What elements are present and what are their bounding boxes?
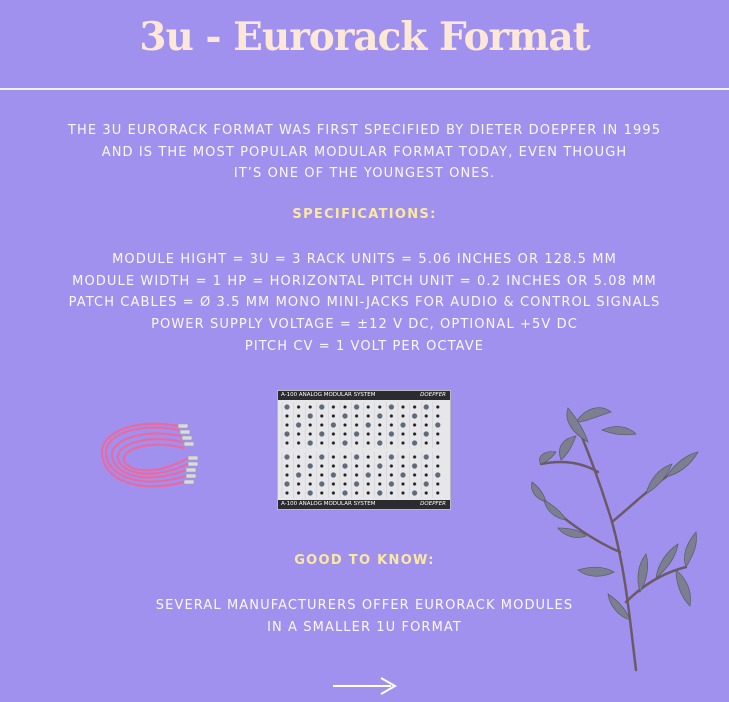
panel-system: ANALOG MODULAR SYSTEM bbox=[298, 501, 376, 507]
panel-jack bbox=[297, 482, 300, 485]
panel-knob bbox=[377, 490, 382, 495]
panel-model: A-100 bbox=[281, 501, 298, 507]
panel-knob bbox=[424, 404, 429, 409]
panel-knob bbox=[389, 454, 394, 459]
panel-jack bbox=[401, 491, 404, 494]
panel-jack bbox=[285, 414, 288, 417]
panel-jack bbox=[367, 405, 370, 408]
panel-jack bbox=[309, 432, 312, 435]
panel-knob bbox=[435, 422, 440, 427]
panel-system: ANALOG MODULAR SYSTEM bbox=[298, 392, 376, 398]
panel-jack bbox=[343, 432, 346, 435]
panel-jack bbox=[309, 473, 312, 476]
specifications-list bbox=[0, 249, 729, 358]
panel-jack bbox=[401, 441, 404, 444]
panel-jack bbox=[332, 455, 335, 458]
panel-jack bbox=[413, 432, 416, 435]
panel-knob bbox=[284, 404, 289, 409]
panel-label-bottom bbox=[278, 500, 450, 509]
panel-knob bbox=[412, 413, 417, 418]
panel-jack bbox=[332, 464, 335, 467]
panel-jack bbox=[436, 491, 439, 494]
intro-line: AND IS THE MOST POPULAR MODULAR FORMAT TODAY, EVEN THOUGH bbox=[101, 144, 628, 160]
panel-jack bbox=[355, 441, 358, 444]
panel-jack bbox=[390, 464, 393, 467]
panel-jack bbox=[367, 482, 370, 485]
spec-line: POWER SUPPLY VOLTAGE = ±12 V DC, OPTIONAL +5V DC bbox=[151, 317, 578, 333]
good-to-know-paragraph bbox=[0, 595, 729, 638]
panel-jack bbox=[436, 441, 439, 444]
panel-jack bbox=[320, 414, 323, 417]
panel-jack bbox=[343, 473, 346, 476]
panel-knob bbox=[412, 490, 417, 495]
panel-knob bbox=[342, 413, 347, 418]
panel-jack bbox=[309, 405, 312, 408]
panel-jack bbox=[332, 405, 335, 408]
panel-jack bbox=[320, 473, 323, 476]
panel-knob bbox=[400, 472, 405, 477]
panel-knob bbox=[296, 472, 301, 477]
panel-jack bbox=[297, 432, 300, 435]
panel-model: A-100 bbox=[281, 392, 298, 398]
panel-jack bbox=[297, 491, 300, 494]
panel-knob bbox=[354, 431, 359, 436]
intro-paragraph bbox=[0, 120, 729, 185]
panel-jack bbox=[355, 491, 358, 494]
modular-synth-panel-image bbox=[277, 390, 451, 510]
panel-knob bbox=[284, 454, 289, 459]
panel-knob bbox=[424, 481, 429, 486]
spec-line: MODULE HIGHT = 3U = 3 RACK UNITS = 5.06 INCHES OR 128.5 MM bbox=[112, 252, 617, 267]
panel-jack bbox=[309, 482, 312, 485]
panel-jack bbox=[355, 414, 358, 417]
panel-jack bbox=[320, 464, 323, 467]
panel-knob bbox=[284, 431, 289, 436]
panel-jack bbox=[436, 464, 439, 467]
panel-jack bbox=[285, 441, 288, 444]
panel-jack bbox=[413, 473, 416, 476]
panel-knob bbox=[366, 472, 371, 477]
panel-knob bbox=[342, 463, 347, 468]
panel-jack bbox=[413, 405, 416, 408]
panel-knob bbox=[377, 413, 382, 418]
panel-knob bbox=[366, 422, 371, 427]
panel-jack bbox=[390, 414, 393, 417]
panel-jack bbox=[320, 441, 323, 444]
panel-jack bbox=[378, 432, 381, 435]
panel-knob bbox=[319, 431, 324, 436]
panel-jack bbox=[390, 491, 393, 494]
panel-knob bbox=[308, 490, 313, 495]
panel-jack bbox=[390, 423, 393, 426]
panel-knob bbox=[319, 454, 324, 459]
panel-jack bbox=[378, 455, 381, 458]
panel-knob bbox=[319, 404, 324, 409]
panel-jack bbox=[425, 491, 428, 494]
panel-knob bbox=[377, 463, 382, 468]
panel-jack bbox=[332, 432, 335, 435]
panel-jack bbox=[309, 423, 312, 426]
intro-line: THE 3U EURORACK FORMAT WAS FIRST SPECIFIED BY DIETER DOEPFER IN 1995 bbox=[67, 123, 662, 138]
panel-knob bbox=[400, 422, 405, 427]
panel-knob bbox=[412, 463, 417, 468]
panel-jack bbox=[390, 441, 393, 444]
panel-jack bbox=[285, 464, 288, 467]
panel-brand: DOEPFER bbox=[420, 501, 446, 507]
panel-brand: DOEPFER bbox=[420, 392, 446, 398]
panel-jack bbox=[378, 405, 381, 408]
panel-jack bbox=[401, 482, 404, 485]
panel-jack bbox=[320, 491, 323, 494]
panel-knob bbox=[424, 431, 429, 436]
panel-knob bbox=[308, 440, 313, 445]
spec-line: PITCH CV = 1 VOLT PER OCTAVE bbox=[244, 338, 485, 354]
panel-jack bbox=[378, 482, 381, 485]
panel-jack bbox=[425, 473, 428, 476]
panel-jack bbox=[401, 432, 404, 435]
panel-jack bbox=[436, 414, 439, 417]
panel-knob bbox=[354, 454, 359, 459]
panel-jack bbox=[390, 473, 393, 476]
panel-jack bbox=[355, 423, 358, 426]
panel-jack bbox=[425, 423, 428, 426]
panel-knob bbox=[389, 481, 394, 486]
panel-jack bbox=[367, 464, 370, 467]
panel-jack bbox=[332, 482, 335, 485]
panel-knob bbox=[308, 413, 313, 418]
panel-jack bbox=[425, 464, 428, 467]
panel-jack bbox=[401, 455, 404, 458]
panel-label-top bbox=[278, 391, 450, 400]
panel-jack bbox=[309, 455, 312, 458]
intro-line: IT’S ONE OF THE YOUNGEST ONES. bbox=[233, 166, 496, 182]
panel-knob bbox=[331, 472, 336, 477]
panel-jack bbox=[297, 405, 300, 408]
panel-jack bbox=[343, 455, 346, 458]
panel-jack bbox=[355, 464, 358, 467]
panel-jack bbox=[401, 464, 404, 467]
panel-jack bbox=[401, 405, 404, 408]
good-to-know-line: SEVERAL MANUFACTURERS OFFER EURORACK MODULES bbox=[155, 598, 574, 613]
spec-line: PATCH CABLES = Ø 3.5 MM MONO MINI-JACKS FOR AUDIO & CONTROL SIGNALS bbox=[68, 295, 661, 311]
panel-jack bbox=[413, 455, 416, 458]
panel-jack bbox=[436, 405, 439, 408]
panel-jack bbox=[285, 423, 288, 426]
panel-knob bbox=[296, 422, 301, 427]
good-to-know-line: IN A SMALLER 1U FORMAT bbox=[267, 619, 462, 635]
panel-jack bbox=[343, 405, 346, 408]
panel-jack bbox=[413, 423, 416, 426]
panel-jack bbox=[425, 441, 428, 444]
panel-jack bbox=[436, 455, 439, 458]
panel-jack bbox=[332, 491, 335, 494]
panel-jack bbox=[332, 441, 335, 444]
panel-jack bbox=[285, 473, 288, 476]
panel-knob bbox=[377, 440, 382, 445]
panel-jack bbox=[378, 473, 381, 476]
panel-knob bbox=[342, 440, 347, 445]
panel-jack bbox=[297, 414, 300, 417]
panel-jack bbox=[367, 414, 370, 417]
panel-knob bbox=[319, 481, 324, 486]
panel-jack bbox=[297, 464, 300, 467]
spec-line: MODULE WIDTH = 1 HP = HORIZONTAL PITCH UNIT = 0.2 INCHES OR 5.08 MM bbox=[72, 273, 657, 289]
panel-knob bbox=[331, 422, 336, 427]
panel-jack bbox=[367, 441, 370, 444]
divider bbox=[0, 88, 729, 90]
panel-jack bbox=[436, 482, 439, 485]
panel-jack bbox=[297, 441, 300, 444]
panel-knob bbox=[412, 440, 417, 445]
panel-knob bbox=[389, 404, 394, 409]
panel-jack bbox=[332, 414, 335, 417]
panel-jack bbox=[401, 414, 404, 417]
panel-jack bbox=[413, 482, 416, 485]
panel-jack bbox=[343, 423, 346, 426]
panel-knob bbox=[424, 454, 429, 459]
panel-knob bbox=[354, 404, 359, 409]
panel-jack bbox=[436, 432, 439, 435]
panel-jack bbox=[297, 455, 300, 458]
specifications-heading: SPECIFICATIONS: bbox=[292, 207, 437, 222]
panel-knob bbox=[308, 463, 313, 468]
panel-knob bbox=[354, 481, 359, 486]
panel-jack bbox=[367, 491, 370, 494]
panel-jack bbox=[285, 491, 288, 494]
panel-knob bbox=[284, 481, 289, 486]
panel-jack bbox=[320, 423, 323, 426]
patch-cables-image bbox=[100, 414, 210, 499]
panel-controls bbox=[281, 402, 447, 498]
good-to-know-heading: GOOD TO KNOW: bbox=[294, 553, 435, 568]
panel-knob bbox=[342, 490, 347, 495]
panel-knob bbox=[435, 472, 440, 477]
panel-jack bbox=[425, 414, 428, 417]
page-title: 3u - Eurorack Format bbox=[139, 14, 590, 60]
panel-jack bbox=[355, 473, 358, 476]
panel-jack bbox=[378, 423, 381, 426]
panel-jack bbox=[367, 432, 370, 435]
panel-jack bbox=[343, 482, 346, 485]
arrow-right-icon[interactable] bbox=[331, 676, 397, 696]
panel-jack bbox=[367, 455, 370, 458]
panel-knob bbox=[389, 431, 394, 436]
